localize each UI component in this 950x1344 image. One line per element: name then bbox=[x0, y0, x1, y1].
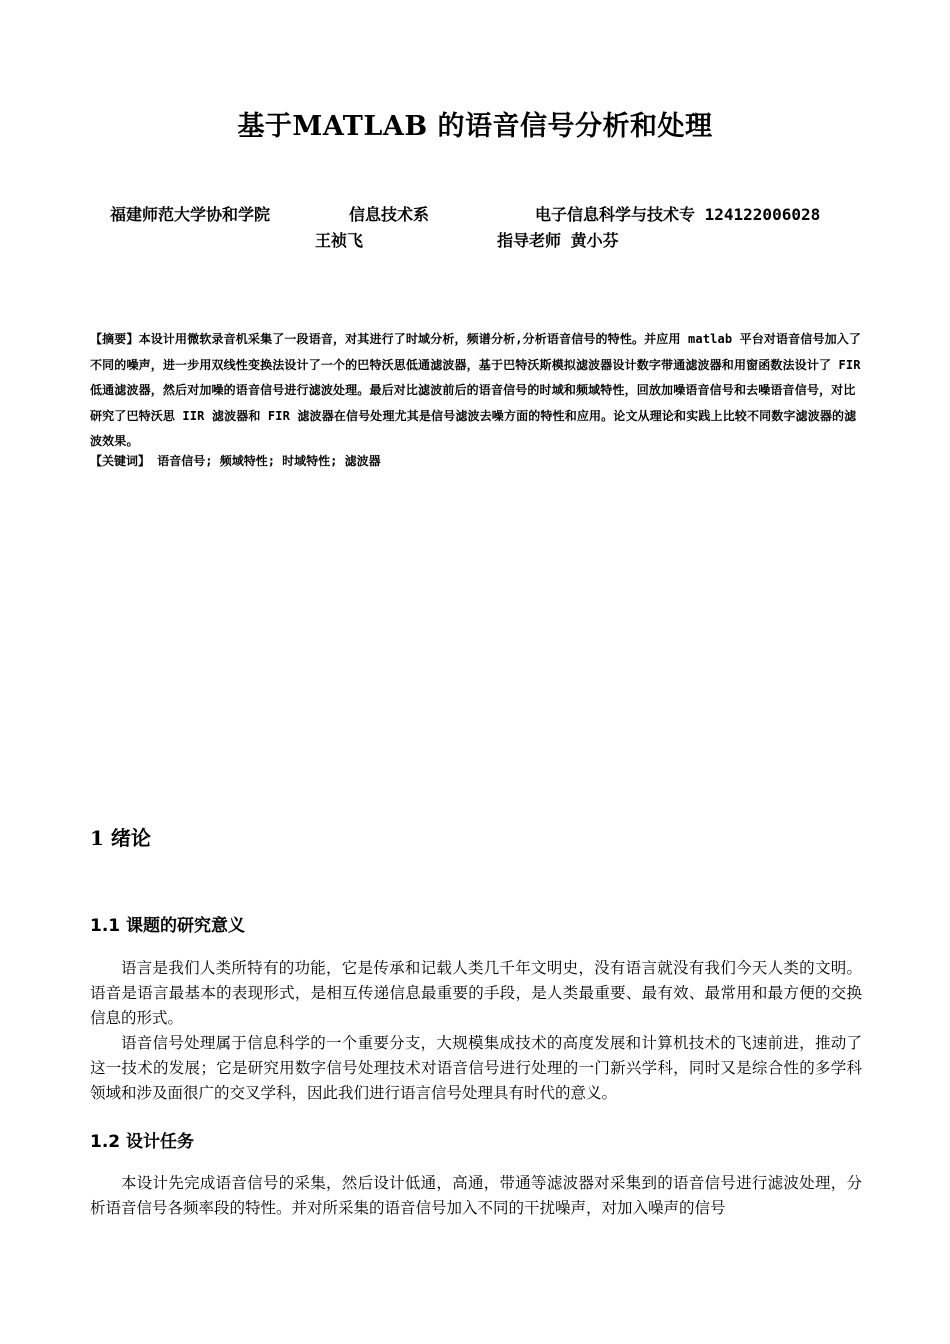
abstract-label: 【摘要】 bbox=[90, 332, 139, 346]
paragraph: 语音信号处理属于信息科学的一个重要分支，大规模集成技术的高度发展和计算机技术的飞速前进，推动了这一技术的发展；它是研究用数字信号处理技术对语音信号进行处理的一门新兴学科，同时又是综合性的多学科领域和涉及面很广的交叉学科，因此我们进行语言信号处理具有时代的意义。 bbox=[90, 1034, 862, 1102]
subsection-heading: 1.1 课题的研究意义 bbox=[90, 916, 246, 936]
author-department: 信息技术系 bbox=[349, 205, 430, 224]
keywords-label: 【关键词】 bbox=[90, 454, 151, 468]
author-major-id: 电子信息科学与技术专 124122006028 bbox=[535, 205, 821, 224]
author-school: 福建师范大学协和学院 bbox=[110, 205, 271, 224]
keywords-text: 语音信号; 频域特性; 时域特性; 滤波器 bbox=[150, 454, 381, 468]
subsection-heading: 1.2 设计任务 bbox=[90, 1132, 195, 1152]
section-heading: 1 绪论 bbox=[90, 826, 151, 850]
advisor: 指导老师 黄小芬 bbox=[497, 231, 619, 250]
abstract-text: 本设计用微软录音机采集了一段语音，对其进行了时域分析，频谱分析,分析语音信号的特性。并应用 matlab 平台对语音信号加入了不同的噪声，进一步用双线性变换法设计了一个的巴特沃思低通滤波器，基于巴特沃斯模拟滤波器设计数字带通滤波器和用窗函数法设计了 FIR 低通滤波器，然后对加噪的语音信号进行滤波处理。最后对比滤波前后的语音信号的时域和频域特性，回放加噪语音信号和去噪语音信号，对比研究了巴特沃思 IIR 滤波器和 FIR 滤波器在信号处理尤其是信号滤波去噪方面的特性和应用。论文从理论和实践上比较不同数字滤波器的滤波效果。 bbox=[90, 332, 862, 448]
paragraph: 本设计先完成语音信号的采集，然后设计低通，高通，带通等滤波器对采集到的语音信号进行滤波处理，分析语音信号各频率段的特性。并对所采集的语音信号加入不同的干扰噪声，对加入噪声的信号 bbox=[90, 1174, 862, 1217]
page-title: 基于MATLAB 的语音信号分析和处理 bbox=[237, 111, 713, 142]
author-name: 王祯飞 bbox=[315, 231, 364, 250]
abstract bbox=[90, 327, 862, 455]
paragraph: 语言是我们人类所特有的功能，它是传承和记载人类几千年文明史，没有语言就没有我们今天人类的文明。语音是语言最基本的表现形式，是相互传递信息最重要的手段，是人类最重要、最有效、最常用和最方便的交换信息的形式。 bbox=[90, 959, 862, 1027]
keywords bbox=[90, 452, 381, 469]
